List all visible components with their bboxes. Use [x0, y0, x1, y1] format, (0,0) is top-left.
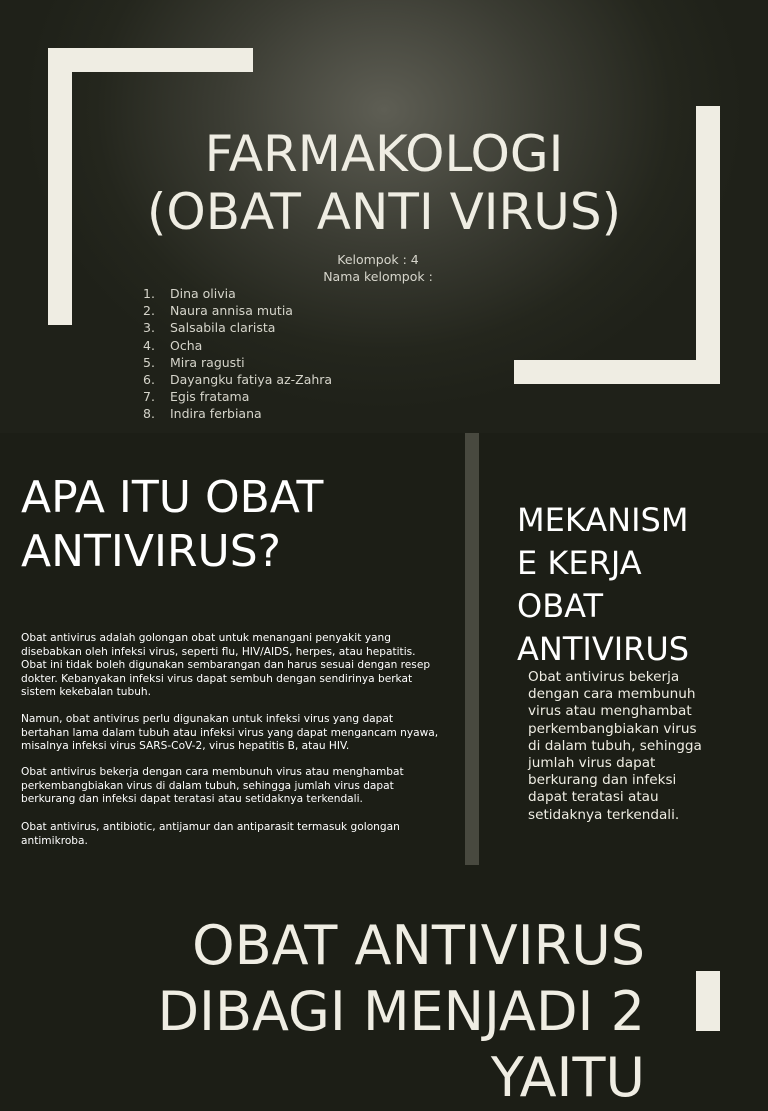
slide-title [0, 125, 768, 241]
text-line: virus atau menghambat [528, 703, 692, 720]
list-number: 3. [143, 320, 155, 336]
classification-heading [157, 913, 645, 1111]
paragraph-usage: Namun, obat antivirus perlu digunakan untuk infeksi virus yang dapat bertahan lama dalam tubuh atau infeksi virus yang dapat mengancam nyawa, misalnya infeksi virus SARS-CoV-2, virus hepatitis B, atau HIV. [21, 713, 439, 752]
list-item [143, 388, 332, 405]
title-line-1: FARMAKOLOGI [204, 125, 564, 183]
title-slide [0, 0, 768, 433]
heading-line: YAITU [490, 1046, 645, 1110]
paragraph-classification: Obat antivirus, antibiotic, antijamur dan antiparasit termasuk golongan antimikroba. [21, 821, 400, 847]
group-number: Kelompok : 4 [337, 252, 419, 267]
vertical-divider [465, 433, 479, 865]
text-line: di dalam tubuh, sehingga [528, 737, 702, 754]
list-item [143, 337, 332, 354]
list-number: 1. [143, 286, 155, 301]
member-list [143, 285, 332, 423]
list-number: 5. [143, 354, 155, 370]
text-line: berkurang dan infeksi [528, 772, 677, 789]
member-name: Mira ragusti [170, 354, 245, 370]
list-number: 6. [143, 371, 155, 387]
bracket-right-vertical [696, 971, 720, 1031]
list-item [143, 371, 332, 388]
list-item [143, 302, 332, 319]
title-line-2: (OBAT ANTI VIRUS) [146, 183, 622, 241]
member-name: Ocha [170, 337, 203, 353]
bracket-top-left-horizontal [48, 48, 253, 72]
text-line: Obat antivirus bekerja [528, 669, 680, 685]
text-line: jumlah virus dapat [528, 755, 656, 772]
member-name: Indira ferbiana [170, 406, 262, 422]
what-is-antiviral-heading [21, 471, 323, 579]
list-item [143, 285, 332, 302]
text-line: perkembangbiakan virus [528, 720, 697, 737]
list-item [143, 354, 332, 371]
classification-slide [0, 865, 768, 1110]
member-name: Salsabila clarista [170, 320, 276, 336]
mechanism-text [528, 669, 728, 824]
heading-line: APA ITU OBAT [21, 472, 324, 523]
mechanism-heading [517, 499, 689, 671]
bracket-bottom-right-horizontal [514, 360, 720, 384]
list-item [143, 405, 332, 422]
heading-line: ANTIVIRUS? [21, 526, 282, 577]
heading-line: OBAT ANTIVIRUS [192, 914, 645, 978]
member-name: Dina olivia [170, 286, 236, 301]
heading-line: E KERJA [517, 544, 642, 582]
paragraph-definition: Obat antivirus adalah golongan obat untuk menangani penyakit yang disebabkan oleh infeksi virus, seperti flu, HIV/AIDS, herpes, atau hepatitis. Obat ini tidak boleh digunakan sembarangan dan harus sesuai dengan resep dokter. Kebanyakan infeksi virus dapat sembuh dengan sendirinya berkat sistem kekebalan tubuh. [21, 632, 431, 698]
definition-slide [0, 433, 768, 865]
heading-line: ANTIVIRUS [517, 630, 690, 668]
group-names-label: Nama kelompok : [323, 269, 433, 284]
paragraph-mechanism: Obat antivirus bekerja dengan cara membunuh virus atau menghambat perkembangbiakan virus di dalam tubuh, sehingga jumlah virus dapat berkurang dan infeksi dapat teratasi atau setidaknya terkendali. [21, 766, 404, 805]
member-name: Egis fratama [170, 389, 250, 405]
heading-line: DIBAGI MENJADI 2 [157, 980, 645, 1044]
list-number: 7. [143, 389, 155, 405]
member-name: Dayangku fatiya az-Zahra [170, 371, 333, 387]
text-line: dengan cara membunuh [528, 686, 696, 703]
heading-line: MEKANISM [517, 501, 689, 539]
list-number: 8. [143, 406, 155, 422]
list-number: 2. [143, 303, 155, 319]
heading-line: OBAT [517, 587, 604, 625]
list-number: 4. [143, 337, 155, 353]
member-name: Naura annisa mutia [170, 303, 293, 319]
text-line: setidaknya terkendali. [528, 806, 680, 823]
list-item [143, 319, 332, 336]
text-line: dapat teratasi atau [528, 789, 659, 806]
